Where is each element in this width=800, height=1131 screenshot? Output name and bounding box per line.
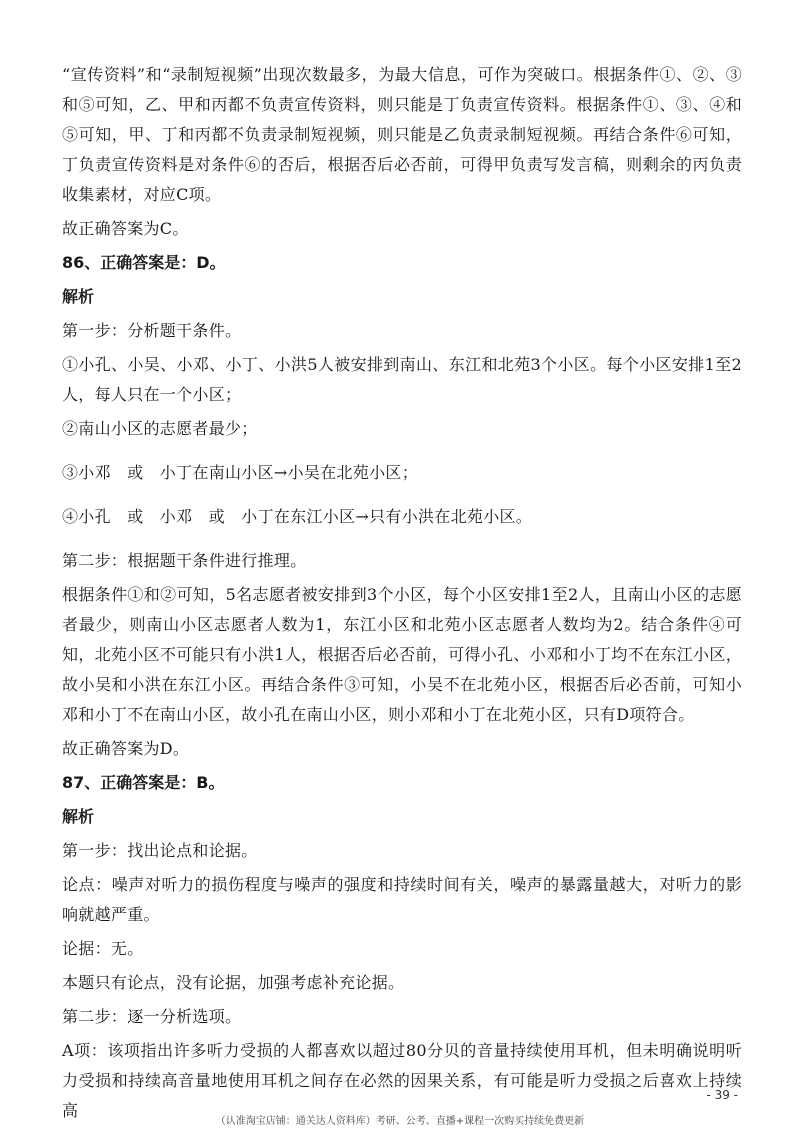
- thesis-87: 论点：噪声对听力的损伤程度与噪声的强度和持续时间有关，噪声的暴露量越大，对听力的影响就越严重。: [62, 875, 742, 924]
- page-footer: （认准淘宝店铺：通关达人资料库）考研、公考、直播+课程一次购买持续免费更新: [215, 1116, 585, 1127]
- reasoning-86: 根据条件①和②可知，5名志愿者被安排到3个小区，每个小区安排1至2人，且南山小区的志愿者最少，则南山小区志愿者人数为1，东江小区和北苑小区志愿者人数均为2。结合条件④可知，北苑小区不可能只有小洪1人，根据否后必否前，可得小孔、小邓和小丁均不在东江小区，故小吴和小洪在东江小区。再结合条件③可知，小吴不在北苑小区，根据否后必否前，可知小邓和小丁不在南山小区，故小孔在南山小区，则小邓和小丁在北苑小区，只有D项符合。: [62, 585, 742, 724]
- answer-85: 故正确答案为C。: [62, 219, 189, 238]
- question-86-heading: 86、正确答案是：D。: [62, 253, 226, 272]
- page-number: - 39 -: [706, 1088, 738, 1102]
- document-body: [62, 60, 742, 1130]
- evidence-87: 论据：无。: [62, 939, 144, 958]
- condition-1: ①小孔、小吴、小邓、小丁、小洪5人被安排到南山、东江和北苑3个小区。每个小区安排1至2人，每人只在一个小区；: [62, 355, 742, 404]
- condition-3: ③小邓 或 小丁在南山小区→小吴在北苑小区；: [62, 463, 419, 482]
- note-87: 本题只有论点，没有论据，加强考虑补充论据。: [62, 973, 405, 992]
- condition-4: ④小孔 或 小邓 或 小丁在东江小区→只有小洪在北苑小区。: [62, 507, 533, 526]
- analysis-label-87: 解析: [62, 807, 95, 826]
- step-1-86: 第一步：分析题干条件。: [62, 321, 242, 340]
- question-87-heading: 87、正确答案是：B。: [62, 773, 225, 792]
- step-2-86: 第二步：根据题干条件进行推理。: [62, 551, 307, 570]
- analysis-label-86: 解析: [62, 287, 95, 306]
- paragraph-analysis-85: “宣传资料”和“录制短视频”出现次数最多，为最大信息，可作为突破口。根据条件①、②、③和⑤可知，乙、甲和丙都不负责宣传资料，则只能是丁负责宣传资料。根据条件①、③、④和⑤可知，甲、丁和丙都不负责录制短视频，则只能是乙负责录制短视频。再结合条件⑥可知，丁负责宣传资料是对条件⑥的否后，根据否后必否前，可得甲负责写发言稿，则剩余的丙负责收集素材，对应C项。: [62, 65, 742, 204]
- answer-86: 故正确答案为D。: [62, 739, 190, 758]
- step-1-87: 第一步：找出论点和论据。: [62, 841, 258, 860]
- step-2-87: 第二步：逐一分析选项。: [62, 1007, 242, 1026]
- option-a-87: A项：该项指出许多听力受损的人都喜欢以超过80分贝的音量持续使用耳机，但未明确说明听力受损和持续高音量地使用耳机之间存在必然的因果关系，有可能是听力受损之后喜欢上持续高: [62, 1041, 742, 1120]
- condition-2: ②南山小区的志愿者最少；: [62, 419, 258, 438]
